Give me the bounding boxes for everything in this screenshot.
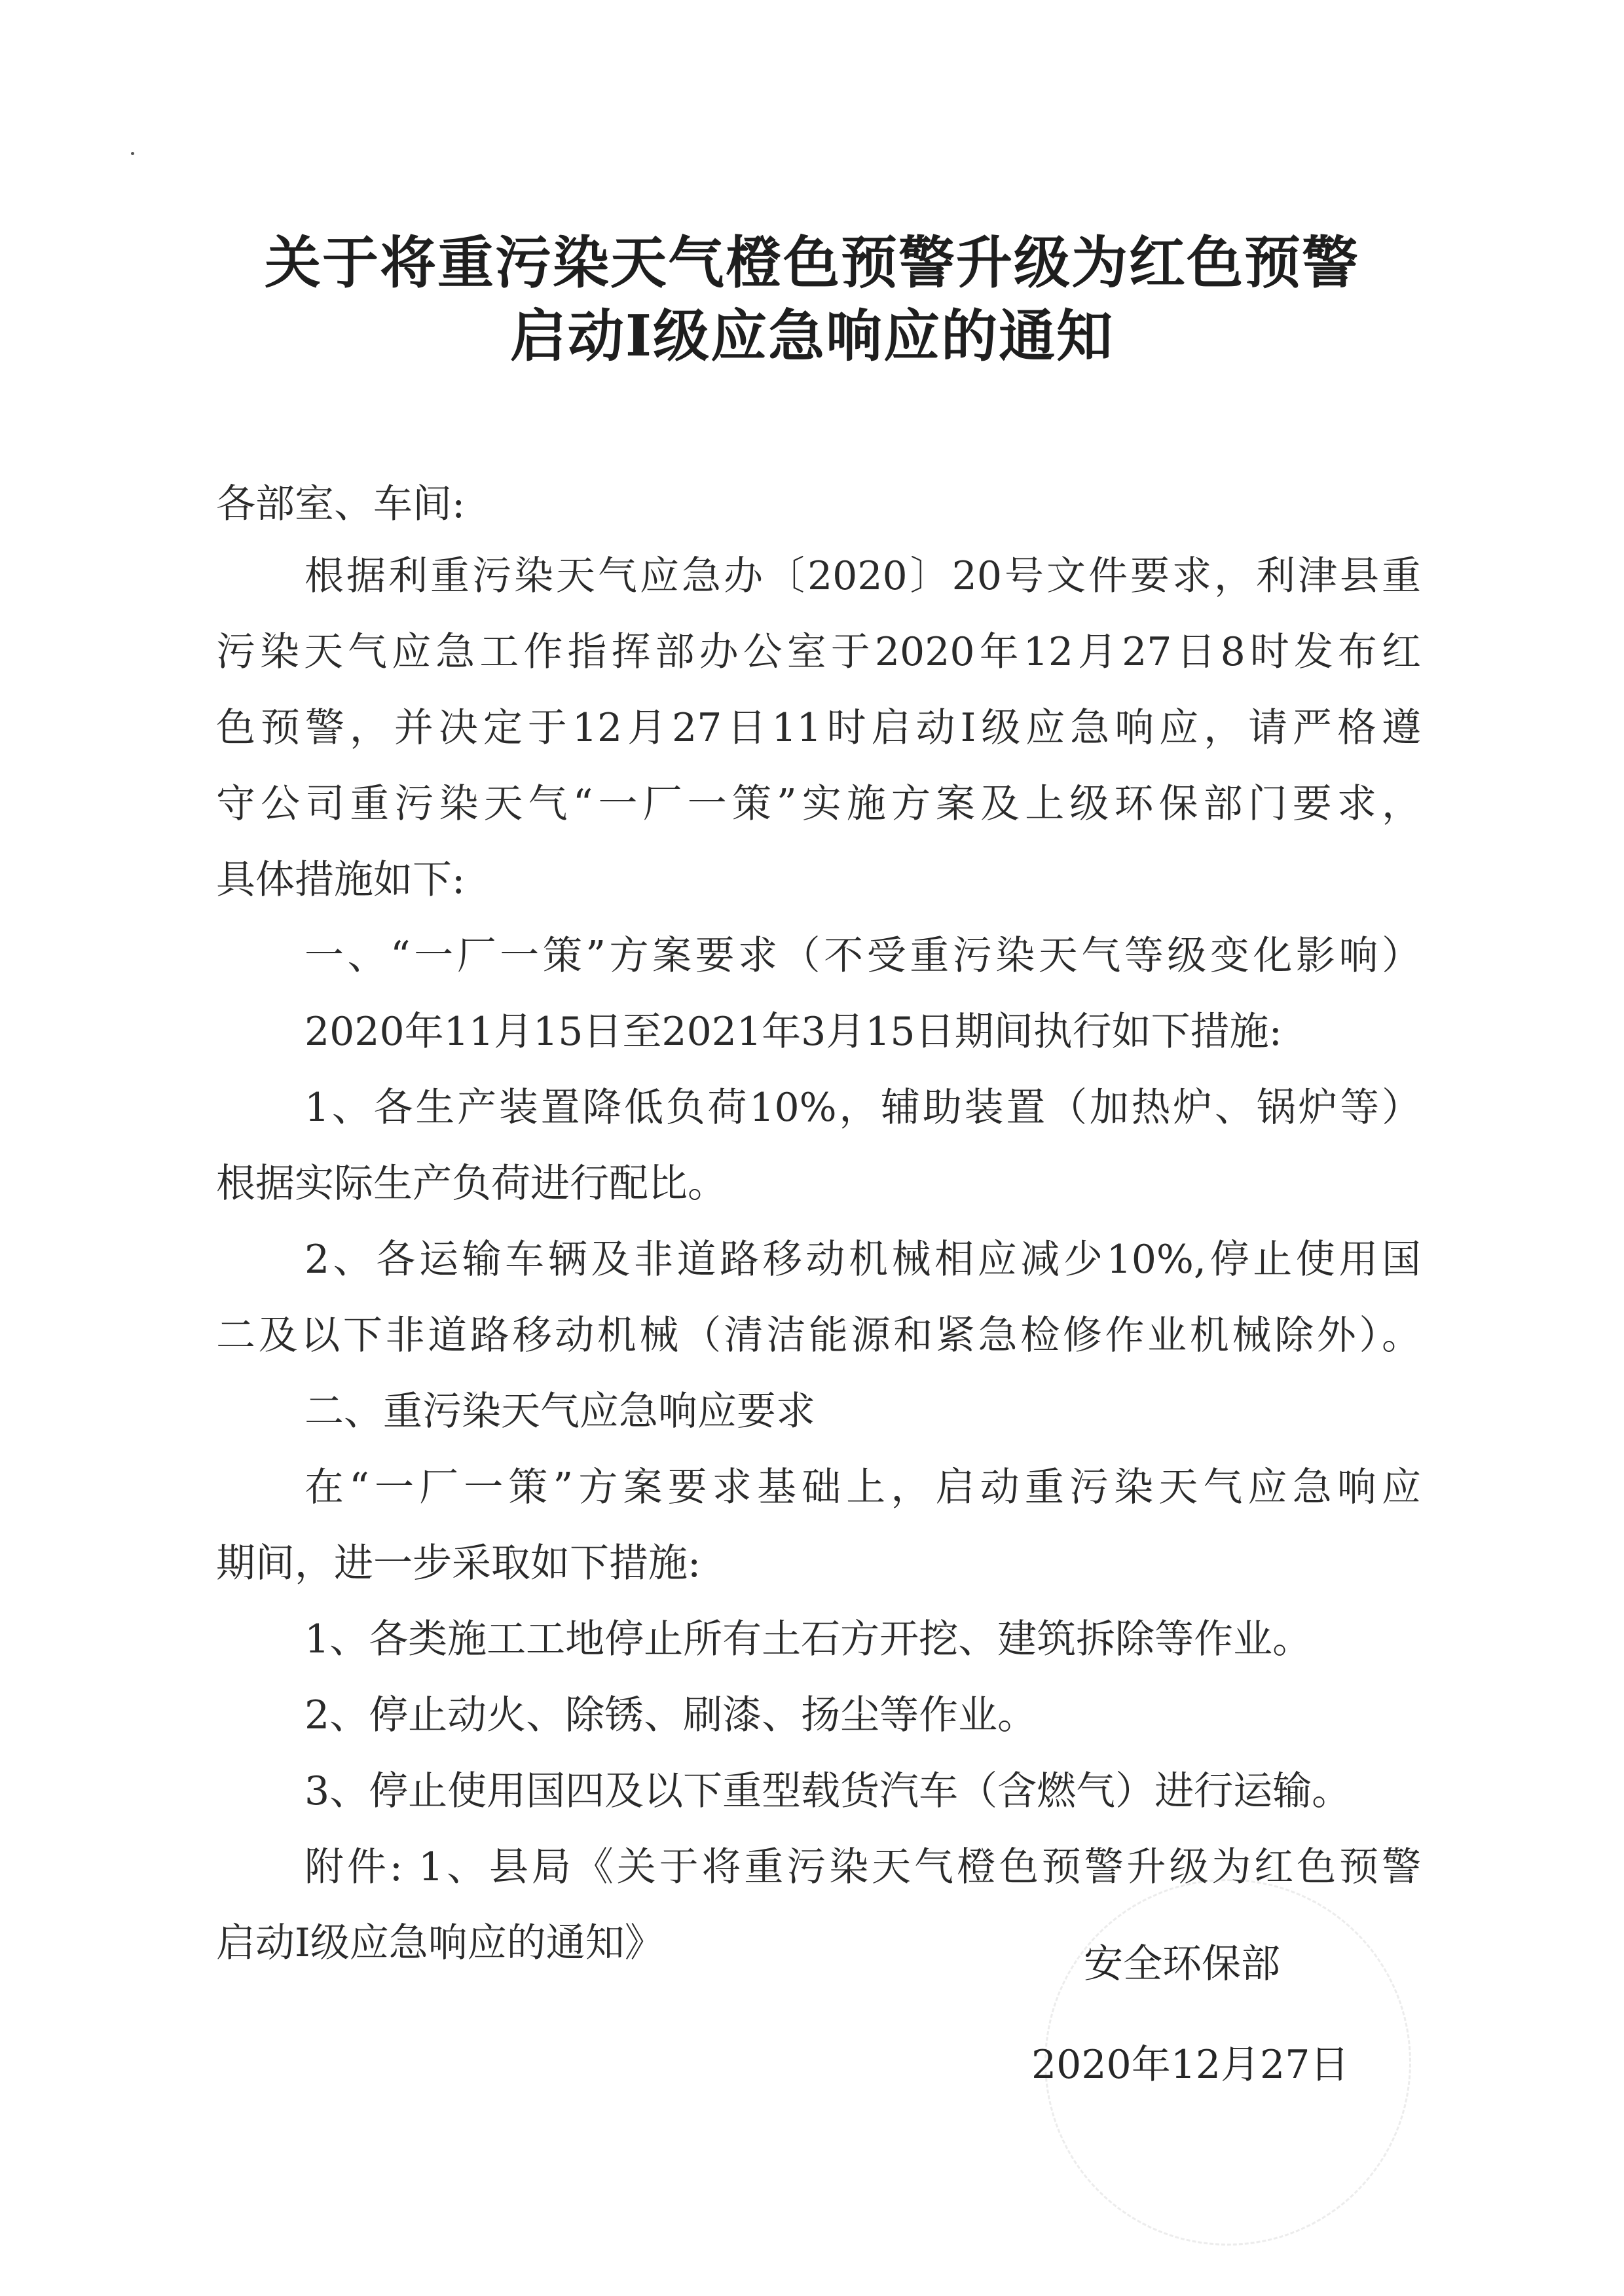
list-item: 3、停止使用国四及以下重型载货汽车（含燃气）进行运输。 [304, 1768, 1352, 1814]
section-heading-2: 二、重污染天气应急响应要求 [304, 1389, 815, 1434]
paragraph-line: 具体措施如下: [216, 857, 466, 903]
list-item: 1、各生产装置降低负荷10%，辅助装置（加热炉、锅炉等） [304, 1085, 1421, 1131]
document-title-line-2: 启动Ⅰ级应急响应的通知 [509, 303, 1115, 369]
paragraph-line: 在“一厂一策”方案要求基础上，启动重污染天气应急响应 [304, 1465, 1421, 1510]
signature-date: 2020年12月27日 [1031, 2042, 1350, 2088]
paragraph-line: 2020年11月15日至2021年3月15日期间执行如下措施: [304, 1009, 1282, 1055]
list-item: 2、停止动火、除锈、刷漆、扬尘等作业。 [304, 1692, 1037, 1738]
signature-department: 安全环保部 [1084, 1941, 1280, 1987]
list-item: 1、各类施工工地停止所有土石方开挖、建筑拆除等作业。 [304, 1616, 1312, 1662]
attachment-line: 附件: 1、县局《关于将重污染天气橙色预警升级为红色预警 [304, 1844, 1421, 1890]
list-item-continuation: 根据实际生产负荷进行配比。 [216, 1161, 727, 1207]
list-item: 2、各运输车辆及非道路移动机械相应减少10%,停止使用国 [304, 1237, 1421, 1283]
salutation: 各部室、车间: [216, 481, 466, 527]
attachment-line-continuation: 启动Ⅰ级应急响应的通知》 [216, 1920, 664, 1966]
document-title-line-1: 关于将重污染天气橙色预警升级为红色预警 [265, 230, 1359, 296]
paragraph-line: 守公司重污染天气“一厂一策”实施方案及上级环保部门要求， [216, 781, 1421, 827]
paragraph-line: 期间，进一步采取如下措施: [216, 1540, 701, 1586]
scan-speck [131, 152, 134, 155]
paragraph-line: 污染天气应急工作指挥部办公室于2020年12月27日8时发布红 [216, 629, 1421, 675]
paragraph-line: 根据利重污染天气应急办〔2020〕20号文件要求，利津县重 [304, 553, 1421, 599]
section-heading-1: 一、“一厂一策”方案要求（不受重污染天气等级变化影响） [304, 933, 1421, 979]
list-item-continuation: 二及以下非道路移动机械（清洁能源和紧急检修作业机械除外）。 [216, 1313, 1421, 1358]
paragraph-line: 色预警，并决定于12月27日11时启动Ⅰ级应急响应，请严格遵 [216, 705, 1421, 751]
